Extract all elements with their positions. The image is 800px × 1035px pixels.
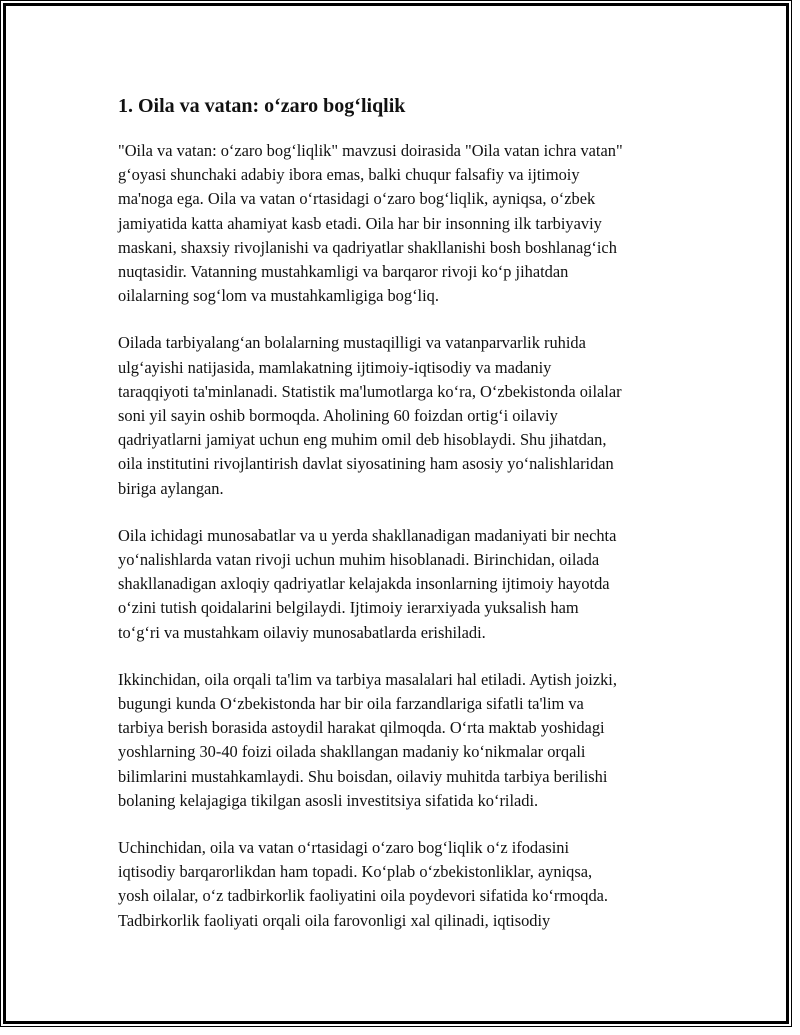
text-line: jamiyatida katta ahamiyat kasb etadi. Oila har bir insonning ilk tarbiyaviy — [118, 213, 602, 233]
text-line: taraqqiyoti ta'minlanadi. Statistik ma'lumotlarga ko‘ra, O‘zbekistonda oilalar — [118, 381, 622, 401]
text-line: yosh oilalar, o‘z tadbirkorlik faoliyatini oila poydevori sifatida ko‘rmoqda. — [118, 886, 609, 906]
text-line: maskani, shaxsiy rivojlanishi va qadriyatlar shakllanishi bosh boshlanag‘ich — [118, 237, 617, 257]
text-line: yoshlarning 30-40 foizi oilada shakllangan madaniy ko‘nikmalar orqali — [118, 742, 586, 762]
text-line: tarbiya berish borasida astoydil harakat qilmoqda. O‘rta maktab yoshidagi — [118, 718, 605, 738]
text-line: biriga aylangan. — [118, 478, 224, 498]
paragraph-3 — [118, 524, 698, 645]
text-line: yo‘nalishlarda vatan rivoji uchun muhim hisoblanadi. Birinchidan, oilada — [118, 550, 600, 570]
text-line: qadriyatlarni jamiyat uchun eng muhim omil deb hisoblaydi. Shu jihatdan, — [118, 430, 607, 450]
text-line: bugungi kunda O‘zbekistonda har bir oila farzandlariga sifatli ta'lim va — [118, 694, 584, 714]
text-line: to‘g‘ri va mustahkam oilaviy munosabatlarda erishiladi. — [118, 622, 486, 642]
document-body — [118, 93, 698, 956]
text-line: g‘oyasi shunchaki adabiy ibora emas, balki chuqur falsafiy va ijtimoiy — [118, 165, 580, 185]
text-line: bolaning kelajagiga tikilgan asosli investitsiya sifatida ko‘riladi. — [118, 790, 539, 810]
text-line: "Oila va vatan: o‘zaro bog‘liqlik" mavzusi doirasida "Oila vatan ichra vatan" — [118, 141, 623, 160]
paragraph-1 — [118, 139, 698, 308]
text-line: Oilada tarbiyalang‘an bolalarning mustaqilligi va vatanparvarlik ruhida — [118, 333, 586, 353]
paragraph-5 — [118, 836, 698, 933]
text-line: ulg‘ayishi natijasida, mamlakatning ijtimoiy-iqtisodiy va madaniy — [118, 357, 552, 377]
text-line: soni yil sayin oshib bormoqda. Aholining 60 foizdan ortig‘i oilaviy — [118, 406, 558, 426]
text-line: Ikkinchidan, oila orqali ta'lim va tarbiya masalalari hal etiladi. Aytish joizki, — [118, 669, 617, 689]
text-line: Tadbirkorlik faoliyati orqali oila farovonligi xal qilinadi, iqtisodiy — [118, 910, 551, 930]
paragraph-4 — [118, 668, 698, 813]
text-line: ma'noga ega. Oila va vatan o‘rtasidagi o‘zaro bog‘liqlik, ayniqsa, o‘zbek — [118, 189, 596, 209]
text-line: oila institutini rivojlantirish davlat siyosatining ham asosiy yo‘nalishlaridan — [118, 454, 614, 474]
text-line: bilimlarini mustahkamlaydi. Shu boisdan, oilaviy muhitda tarbiya berilishi — [118, 766, 608, 786]
text-line: iqtisodiy barqarorlikdan ham topadi. Ko‘plab o‘zbekistonliklar, ayniqsa, — [118, 862, 593, 882]
text-line: oilalarning sog‘lom va mustahkamligiga bog‘liq. — [118, 286, 439, 306]
text-line: o‘zini tutish qoidalarini belgilaydi. Ijtimoiy ierarxiyada yuksalish ham — [118, 598, 579, 618]
text-line: Oila ichidagi munosabatlar va u yerda shakllanadigan madaniyati bir nechta — [118, 525, 617, 545]
text-line: nuqtasidir. Vatanning mustahkamligi va barqaror rivoji ko‘p jihatdan — [118, 262, 569, 282]
text-line: shakllanadigan axloqiy qadriyatlar kelajakda insonlarning ijtimoiy hayotda — [118, 574, 610, 594]
paragraph-2 — [118, 331, 698, 500]
text-line: Uchinchidan, oila va vatan o‘rtasidagi o‘zaro bog‘liqlik o‘z ifodasini — [118, 838, 570, 858]
section-heading: 1. Oila va vatan: o‘zaro bog‘liqlik — [118, 95, 406, 117]
